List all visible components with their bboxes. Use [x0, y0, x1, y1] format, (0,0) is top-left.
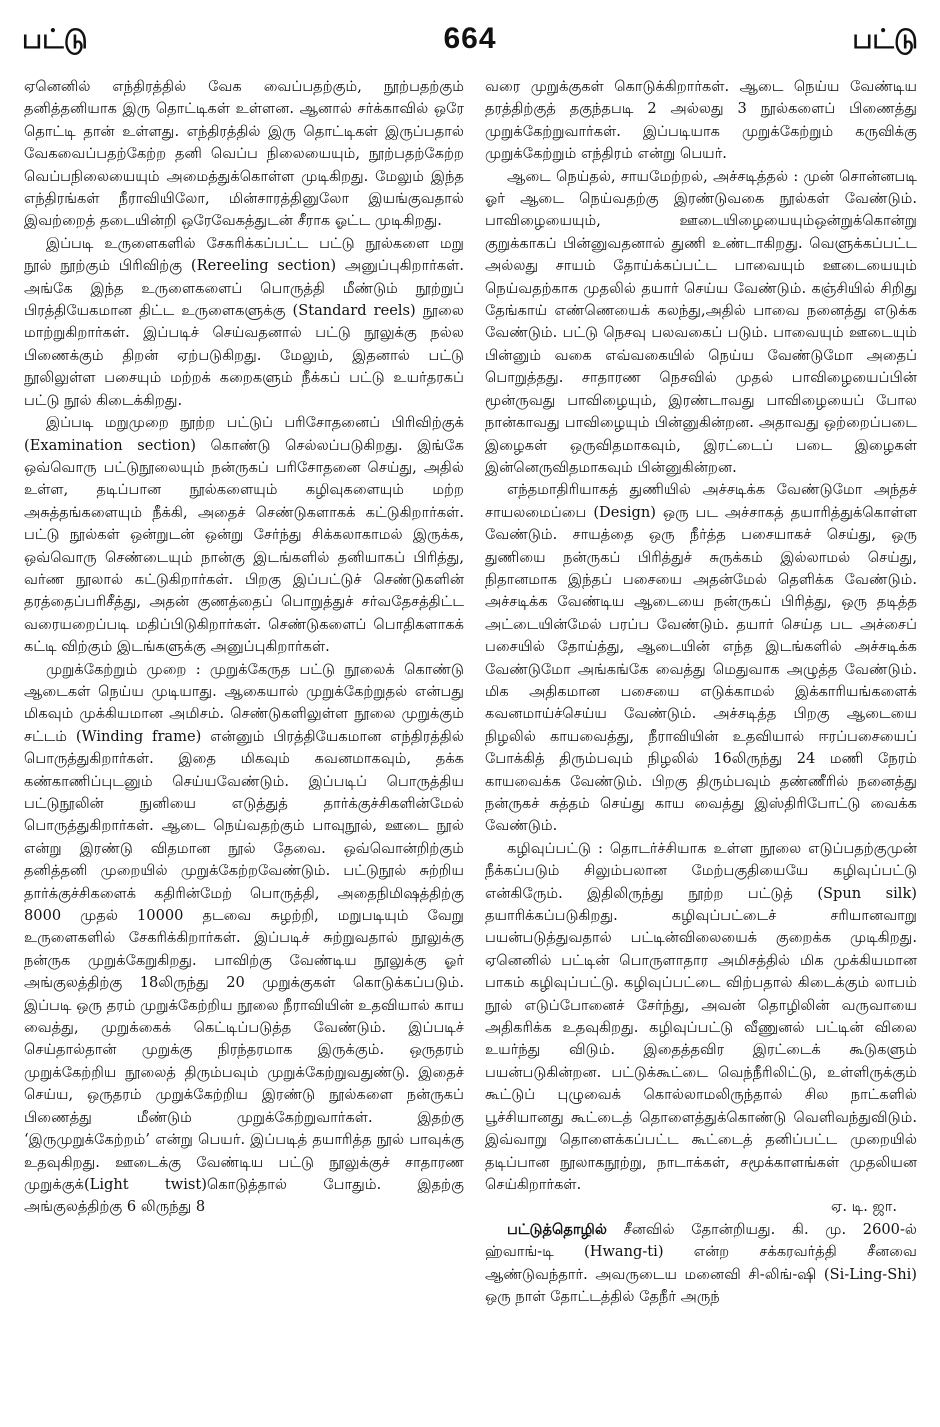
paragraph: வரை முறுக்குகள் கொடுக்கிறார்கள். ஆடை நெய்ய வேண்டிய தரத்திற்குத் தகுந்தபடி 2 அல்லது 3 நூல்களைப் பிணைத்து முறுக்கேற்றுவார்கள். இப்படியாக முறுக்கேற்றும் கருவிக்கு முறுக்கேற்றும் எந்திரம் என்று பெயர். — [485, 78, 917, 163]
paragraph-body: முறுக்கேருத பட்டு நூலைக் கொண்டு ஆடைகள் நெய்ய முடியாது. ஆகையால் முறுக்கேற்றுதல் என்பது மிகவும் முக்கியமான அமிசம். செண்டுகளிலுள்ள நூலை முறுக்கும் சட்டம் (Winding frame) என்னும் பிரத்தியேகமான எந்திரத்தில் பொருத்துகிறார்கள். இதை மிகவும் கவனமாகவும், தக்க கண்காணிப்புடனும் செய்யவேண்டும். இப்படிப் பொருத்திய பட்டுநூலின் நுனியை எடுத்துத் தார்க்குச்சிகளின்மேல் பொருத்துகிறார்கள். ஆடை நெய்வதற்கும் பாவுநூல், ஊடை நூல் என்று இரண்டு விதமான நூல் தேவை. ஒவ்வொன்றிற்கும் தனித்தனி முறையில் முறுக்கேற்றவேண்டும். பட்டுநூல் சுற்றிய தார்க்குச்சிகளைக் கதிரின்மேற் பொருத்தி, அதைநிமிஷத்திற்கு 8000 முதல் 10000 தடவை சுழற்றி, மறுபடியும் வேறு உருளைகளில் சேகரிக்கிறார்கள். இப்படிச் சுற்றுவதால் நூலுக்கு நன்ருக முறுக்கேறுகிறது. பாவிற்கு வேண்டிய நூலுக்கு ஓர் அங்குலத்திற்கு 18லிருந்து 20 முறுக்குகள் கொடுக்கப்படும். இப்படி ஒரு தரம் முறுக்கேற்றிய நூலை நீராவியின் உதவியால் காய வைத்து, முறுக்கைக் கெட்டிப்படுத்த வேண்டும். இப்படிச் செய்தால்தான் முறுக்கு நிரந்தரமாக இருக்கும். ஒருதரம் முறுக்கேற்றிய நூலைத் திரும்பவும் முறுக்கேற்றுவதுண்டு. இதைச் செய்ய, ஒருதரம் முறுக்கேற்றிய இரண்டு நூல்களை நன்ருகப் பிணைத்து மீண்டும் முறுக்கேற்றுவார்கள். இதற்கு ‘இருமுறுக்கேற்றம்’ என்று பெயர். இப்படித் தயாரித்த நூல் பாவுக்கு உதவுகிறது. ஊடைக்கு வேண்டிய பட்டு நூலுக்குச் சாதாரண முறுக்குக்(Light twist)கொடுத்தால் போதும். இதற்கு அங்குலத்திற்கு 6 லிருந்து 8 — [24, 660, 465, 1216]
page-header — [20, 22, 920, 62]
paragraph: ஏனெனில் எந்திரத்தில் வேக வைப்பதற்கும், நூற்பதற்கும் தனித்தனியாக இரு தொட்டிகள் உள்ளன. ஆனால் சர்க்காவில் ஒரே தொட்டி தான் உள்ளது. எந்திரத்தில் இரு தொட்டிகள் இருப்பதால் வேகவைப்பதற்கேற்ற தனி வெப்ப நிலையையும், நூற்பதற்கேற்ற வெப்பநிலையையும் அமைத்துக்கொள்ள முடிகிறது. மேலும் இந்த எந்திரங்கள் நீராவியிலோ, மின்சாரத்தினுலோ இயங்குவதால் இவற்றைத் தடையின்றி ஒரேவேகத்துடன் சீராக ஓட்ட முடிகிறது. — [24, 78, 464, 230]
paragraph: எந்தமாதிரியாகத் துணியில் அச்சடிக்க வேண்டுமோ அந்தச் சாயலமைப்பை (Design) ஒரு பட அச்சாகத் தயாரித்துக்கொள்ள வேண்டும். சாயத்தை ஒரு நீர்த்த பசையாகச் செய்து, ஒரு துணியை நன்ருகப் பிரித்துச் சுருக்கம் இல்லாமல் செய்து, நிதானமாக இந்தப் பசையை அதன்மேல் தெளிக்க வேண்டும். அச்சடிக்க வேண்டிய ஆடையை நன்ருகப் பிரித்து, ஒரு தடித்த அட்டையின்மேல் பரப்ப வேண்டும். தயார் செய்த பட அச்சைப் பசையில் தோய்த்து, ஆடையின் எந்த இடங்களில் அச்சடிக்க வேண்டுமோ அங்கங்கே வைத்து மெதுவாக அழுத்த வேண்டும். மிக அதிகமான பசையை எடுக்காமல் இக்காரியங்களைக் கவனமாய்ச்செய்ய வேண்டும். அச்சடித்த பிறகு ஆடையை நிழலில் காயவைத்து, நீராவியின் உதவியால் ஈரப்பசையைப் போக்கித் திரும்பவும் நிழலில் 16லிருந்து 24 மணி நேரம் காயவைக்க வேண்டும். பிறகு திரும்பவும் தண்ணீரில் நனைத்து நன்ருகச் சுத்தம் செய்து காய வைத்து இஸ்திரிபோட்டு வைக்க வேண்டும். — [485, 481, 917, 835]
author-signature: ஏ. டி. ஜா. — [831, 1198, 897, 1216]
paragraph-body: தொடர்ச்சியாக உள்ள நூலை எடுப்பதற்குமுன் நீக்கப்படும் சிலும்பலான மேற்பகுதியையே கழிவுப்பட்டு என்கிருேம். இதிலிருந்து நூற்ற பட்டுத் (Spun silk) தயாரிக்கப்படுகிறது. கழிவுப்பட்டைச் சரியானவாறு பயன்படுத்துவதால் பட்டின்விலையைக் குறைக்க முடிகிறது. ஏனெனில் பட்டின் பொருளாதார அமிசத்தில் மிக முக்கியமான பாகம் கழிவுப்பட்டு. கழிவுப்பட்டை விற்பதால் கிடைக்கும் லாபம் நூல் எடுப்போனைச் சேர்ந்து, அவன் தொழிலின் வருவாயை அதிகரிக்க உதவுகிறது. கழிவுப்பட்டு வீணுனல் பட்டின் விலை உயர்ந்து விடும். இதைத்தவிர இரட்டைக் கூடுகளும் பயன்படுகின்றன. பட்டுக்கூட்டை வெந்நீரிலிட்டு, உள்ளிருக்கும் கூட்டுப் புழுவைக் கொல்லாமலிருந்தால் சில நாட்களில் பூச்சியானது கூட்டைத் தொளைத்துக்கொண்டு வெளிவந்துவிடும். இவ்வாறு தொளைக்கப்பட்ட கூட்டைத் தனிப்பட்ட முறையில் தடிப்பான நூலாகநூற்று, நாடாக்கள், சமூக்காளங்கள் முதலியன செய்கிறார்கள். — [485, 839, 917, 1193]
left-column — [24, 76, 464, 1219]
paragraph — [485, 166, 917, 480]
paragraph: இப்படி மறுமுறை நூற்ற பட்டுப் பரிசோதனைப் பிரிவிற்குக் (Examination section) கொண்டு செல்லப்படுகிறது. இங்கே ஒவ்வொரு பட்டுநூலையும் நன்ருகப் பரிசோதனை செய்து, அதில் உள்ள, தடிப்பான நூல்களையும் கழிவுகளையும் மற்ற அசுத்தங்களையும் நீக்கி, அதைச் செண்டுகளாகக் கட்டுகிறார்கள். பட்டு நூல்கள் ஒன்றுடன் ஒன்று சேர்ந்து சிக்கலாகாமல் இருக்க, ஒவ்வொரு செண்டையும் நான்கு இடங்களில் தனியாகப் பிரித்து, வர்ண நூலால் கட்டுகிறார்கள். பிறகு இப்பட்டுச் செண்டுகளின் தரத்தைப்பரிசீத்து, அதன் குணத்தைப் பொறுத்துச் சர்வதேசத்திட்ட வரையறைப்படி மதிப்பிடுகிறார்கள். செண்டுகளைப் பொதிகளாகக் கட்டி விற்கும் இடங்களுக்கு அனுப்புகிறார்கள். — [24, 414, 464, 656]
section-lead: கழிவுப்பட்டு : — [507, 839, 603, 857]
paragraph-body: முன் சொன்னபடி ஓர் ஆடை நெய்வதற்கு இரண்டுவகை நூல்கள் வேண்டும். பாவிழையையும், ஊடையிழையையும்ஒன்றுக்கொன்று குறுக்காகப் பின்னுவதனால் துணி உண்டாகிறது. வெளுக்கப்பட்ட அல்லது சாயம் தோய்க்கப்பட்ட பாவையும் ஊடையையும் நெய்வதற்காக முதலில் தயார் செய்ய வேண்டும். கஞ்சியில் சிறிது தேங்காய் எண்ணெயைக் கலந்து,அதில் பாவை நனைத்து எடுக்க வேண்டும். பட்டு நெசவு பலவகைப் படும். பாவையும் ஊடையும் பின்னும் வகை எவ்வகையில் நெய்ய வேண்டுமோ அதைப் பொறுத்தது. சாதாரண நெசவில் முதல் பாவிழையைப்பின் மூன்ருவது பாவிழையும், இரண்டாவது பாவிழையைப் போல நான்காவது பாவிழையும் பின்னுகின்றன. அதாவது ஒற்றைப்படை இழைகள் ஒருவிதமாகவும், இரட்டைப் படை இழைகள் இன்னெருவிதமாகவும் பின்னுகின்றன. — [485, 167, 917, 476]
running-head-right: பட்டு — [852, 24, 918, 55]
page-number: 664 — [443, 22, 497, 55]
paragraph — [485, 1219, 917, 1309]
section-lead: ஆடை நெய்தல், சாயமேற்றல், அச்சடித்தல் : — [507, 167, 799, 185]
section-lead: முறுக்கேற்றும் முறை : — [46, 660, 201, 678]
section-lead: பட்டுத்தொழில் — [507, 1220, 607, 1238]
paragraph: இப்படி உருளைகளில் சேகரிக்கப்பட்ட பட்டு நூல்களை மறு நூல் நூற்கும் பிரிவிற்கு (Rereeling section) அனுப்புகிறார்கள். அங்கே இந்த உருளைகளைப் பொருத்தி மீண்டும் நூற்றுப் பிரத்தியேகமான திட்ட உருளைகளுக்கு (Standard reels) நூலை மாற்றுகிறார்கள். இப்படிச் செய்வதனால் பட்டு நூலுக்கு நல்ல பிணைக்கும் திறன் ஏற்படுகிறது. மேலும், இதனால் பட்டு நூலிலுள்ள பசையும் மற்றக் கறைகளும் நீக்கப் பட்டு உயர்தரகப் பட்டு நூல் கிடைக்கிறது. — [24, 234, 464, 409]
paragraph-body: சீனவில் தோன்றியது. கி. மு. 2600-ல் ஹ்வாங்-டி (Hwang-ti) என்ற சக்கரவர்த்தி சீனவை ஆண்டுவந்தார். அவருடைய மனைவி சி-லிங்-ஷி (Si-Ling-Shi) ஒரு நாள் தோட்டத்தில் தேநீர் அருந் — [485, 1220, 917, 1305]
paragraph — [24, 659, 464, 1219]
paragraph — [485, 838, 917, 1197]
right-column — [485, 76, 917, 1308]
running-head-left: பட்டு — [22, 24, 88, 55]
